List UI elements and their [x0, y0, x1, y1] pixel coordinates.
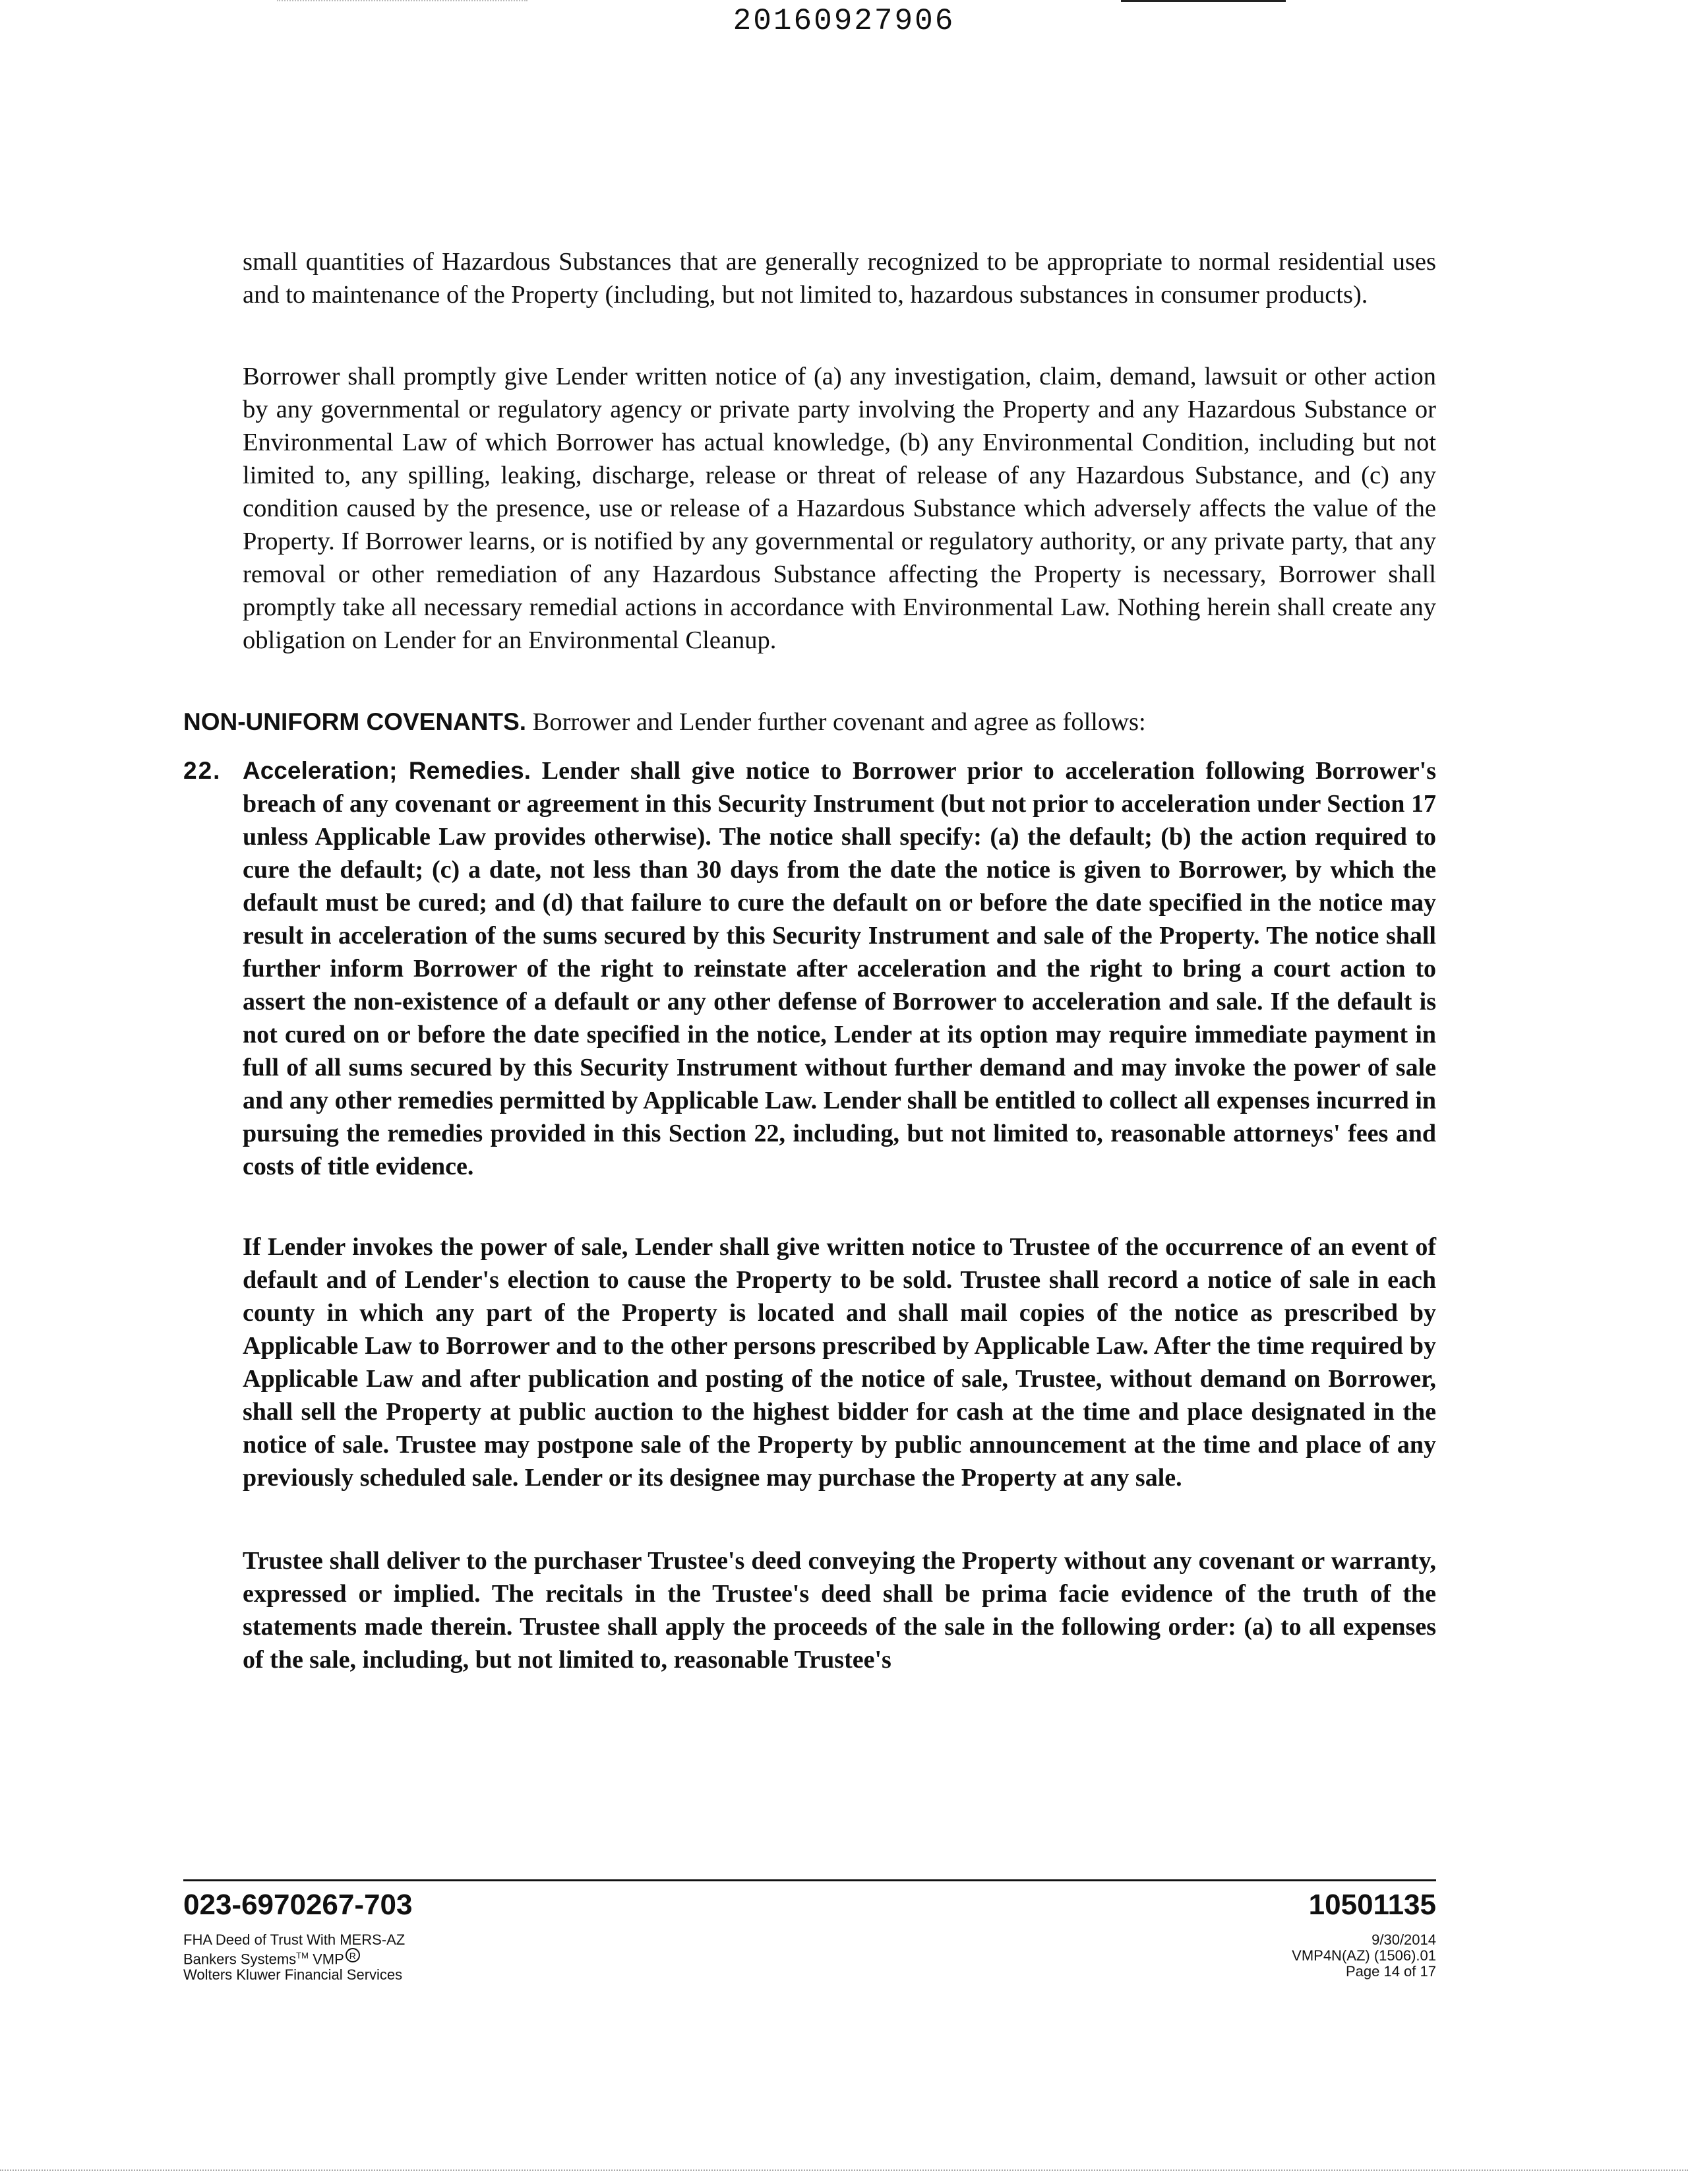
paragraph-borrower-notice: Borrower shall promptly give Lender written notice of (a) any investigation, claim, demand, lawsuit or other action by any governmental or regulatory agency or private party involving the Property and any Hazardous Substance or Environmental Law of which Borrower has actual knowledge, (b) any Environmental Condition, including but not limited to, any spilling, leaking, discharge, release or threat of release of any Hazardous Substance, and (c) any condition caused by the presence, use or release of a Hazardous Substance which adversely affects the value of the Property. If Borrower learns, or is notified by any governmental or regulatory authority, or any private party, that any removal or other remediation of any Hazardous Substance affecting the Property is necessary, Borrower shall promptly take all necessary remedial actions in accordance with Environmental Law. Nothing herein shall create any obligation on Lender for an Environmental Cleanup.	[243, 363, 1436, 654]
publisher-name: Bankers Systems	[183, 1951, 297, 1968]
form-code: VMP4N(AZ) (1506).01	[1292, 1947, 1436, 1964]
footer-divider	[183, 1879, 1436, 1881]
form-name: FHA Deed of Trust With MERS-AZ	[183, 1931, 406, 1948]
page-number: Page 14 of 17	[1345, 1963, 1436, 1980]
document-id: 10501135	[1308, 1889, 1436, 1921]
recording-number: 20160927906	[733, 4, 955, 38]
section-number: 22.	[183, 757, 222, 784]
paragraph-hazardous-quantities: small quantities of Hazardous Substances that are generally recognized to be appropriate to normal residential uses and to maintenance of the Property (including, but not limited to, hazardous substances in consumer products).	[243, 248, 1436, 309]
section-title: Acceleration; Remedies.	[243, 757, 531, 784]
scan-artifact-bottom	[0, 2169, 1688, 2172]
company-name: Wolters Kluwer Financial Services	[183, 1966, 403, 1984]
scan-artifact-top-left	[277, 0, 528, 3]
footer-page-info	[1292, 1932, 1436, 1980]
registered-icon: R	[346, 1948, 360, 1962]
section-22-paragraph-3: Trustee shall deliver to the purchaser Trustee's deed conveying the Property without any covenant or warranty, expressed or implied. The recitals in the Trustee's deed shall be prima facie evidence of the truth of the statements made therein. Trustee shall apply the proceeds of the sale in the following order: (a) to all expenses of the sale, including, but not limited to, reasonable Trustee's	[243, 1547, 1436, 1674]
publisher-vmp: VMP	[308, 1951, 344, 1968]
covenants-heading: NON-UNIFORM COVENANTS.	[183, 708, 527, 735]
trademark-mark: TM	[296, 1951, 309, 1960]
section-22-paragraph-1	[243, 754, 1436, 1183]
section-22-text-1: Lender shall give notice to Borrower prior to acceleration following Borrower's breach of any covenant or agreement in this Security Instrument (but not prior to acceleration under Section 17 unless Applicable Law provides otherwise). The notice shall specify: (a) the default; (b) the action required to cure the default; (c) a date, not less than 30 days from the date the notice is given to Borrower, by which the default must be cured; and (d) that failure to cure the default on or before the date specified in the notice may result in acceleration of the sums secured by this Security Instrument and sale of the Property. The notice shall further inform Borrower of the right to reinstate after acceleration and the right to bring a court action to assert the non-existence of a default or any other defense of Borrower to acceleration and sale. If the default is not cured on or before the date specified in the notice, Lender at its option may require immediate payment in full of all sums secured by this Security Instrument without further demand and may invoke the power of sale and any other remedies permitted by Applicable Law. Lender shall be entitled to collect all expenses incurred in pursuing the remedies provided in this Section 22, including, but not limited to, reasonable attorneys' fees and costs of title evidence.	[243, 757, 1436, 1180]
publisher-line	[183, 1948, 405, 1967]
non-uniform-covenants	[183, 706, 1436, 739]
section-22-paragraph-2: If Lender invokes the power of sale, Lender shall give written notice to Trustee of the occurrence of an event of default and of Lender's election to cause the Property to be sold. Trustee shall record a notice of sale in each county in which any part of the Property is located and shall mail copies of the notice as prescribed by Applicable Law to Borrower and to the other persons prescribed by Applicable Law. After the time required by Applicable Law and after publication and posting of the notice of sale, Trustee, without demand on Borrower, shall sell the Property at public auction to the highest bidder for cash at the time and place designated in the notice of sale. Trustee may postpone sale of the Property by public announcement at the time and place of any previously scheduled sale. Lender or its designee may purchase the Property at any sale.	[243, 1233, 1436, 1492]
form-date: 9/30/2014	[1372, 1931, 1436, 1948]
loan-number: 023-6970267-703	[183, 1889, 413, 1921]
footer-form-info	[183, 1932, 405, 1983]
covenants-text: Borrower and Lender further covenant and agree as follows:	[526, 708, 1146, 736]
